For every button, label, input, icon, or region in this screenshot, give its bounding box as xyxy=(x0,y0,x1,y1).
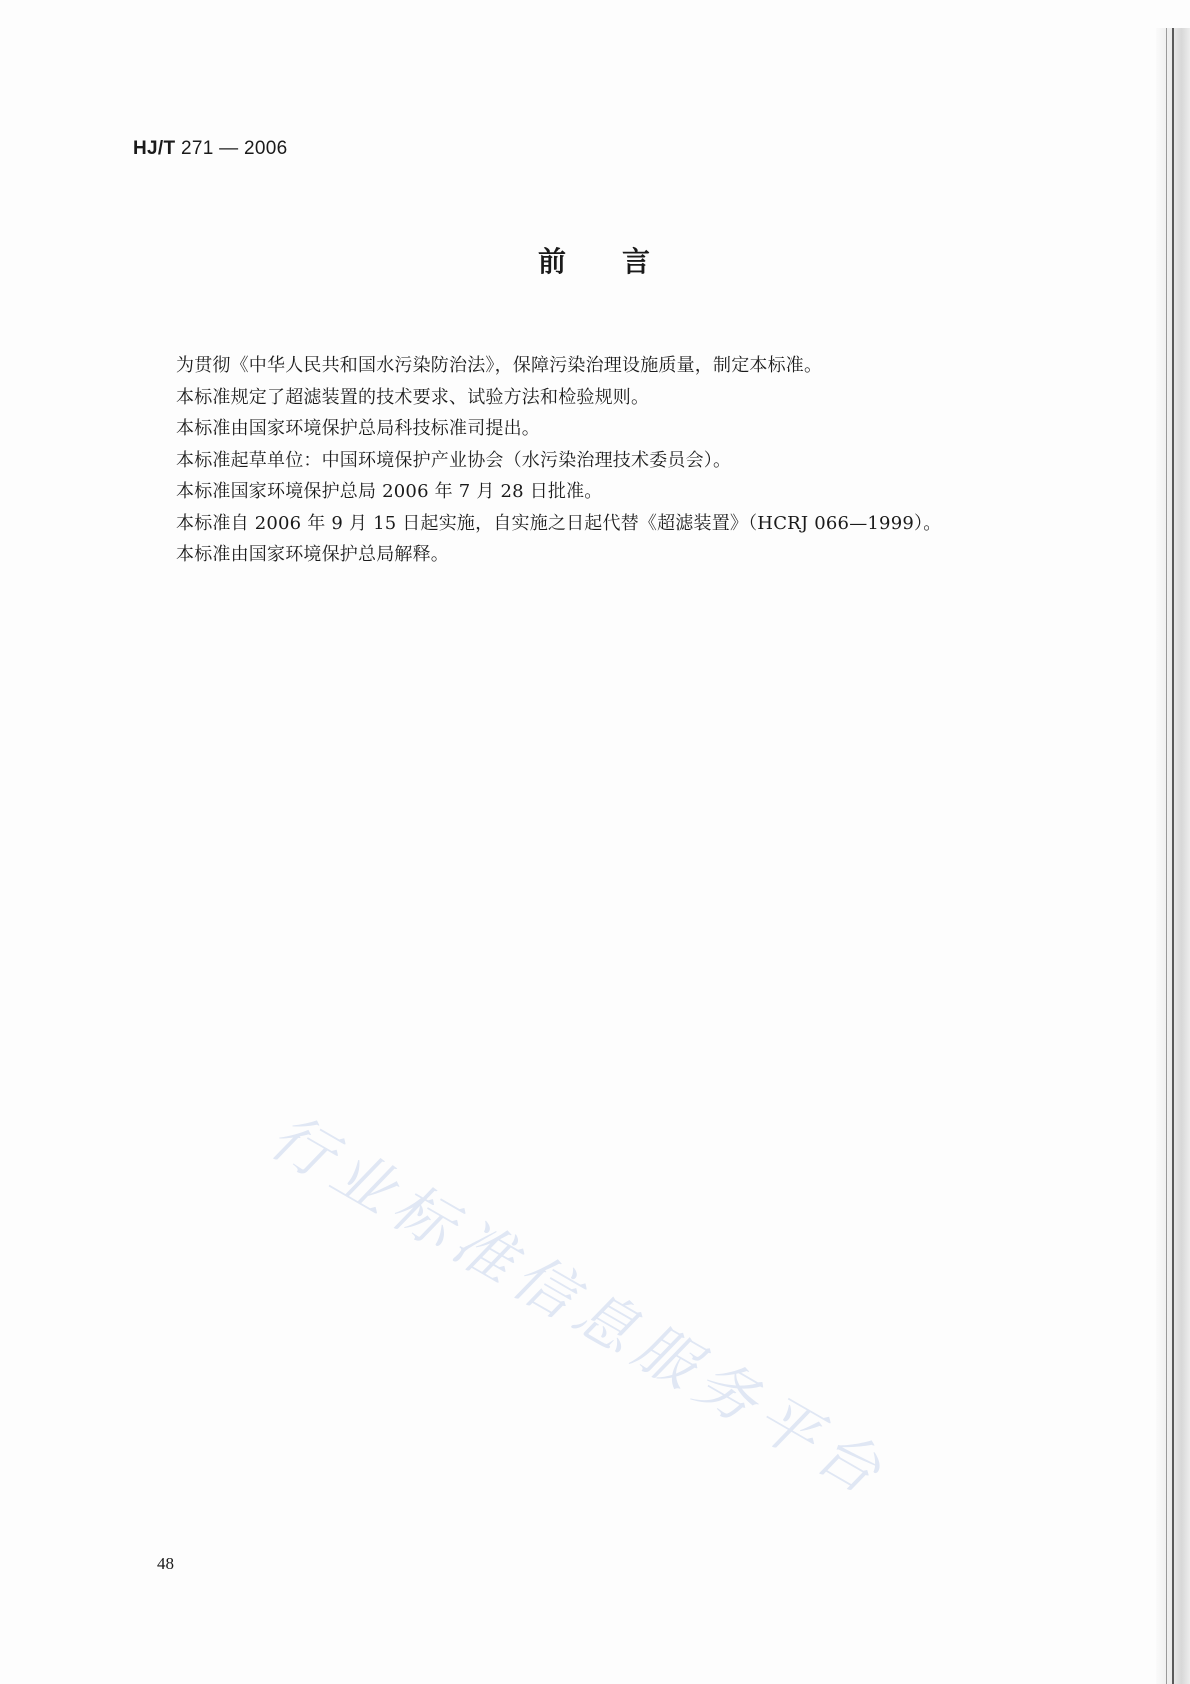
section-title-char-1: 前 xyxy=(537,245,568,278)
standard-code xyxy=(133,138,287,160)
section-title xyxy=(0,240,1190,280)
scan-edge-line xyxy=(1172,28,1174,1684)
paragraph: 本标准规定了超滤装置的技术要求、试验方法和检验规则。 xyxy=(176,386,650,408)
section-title-char-2: 言 xyxy=(622,245,653,278)
scan-edge-line xyxy=(1166,28,1167,1684)
paragraph: 本标准由国家环境保护总局科技标准司提出。 xyxy=(176,418,540,439)
paragraph: 为贯彻《中华人民共和国水污染防治法》，保障污染治理设施质量，制定本标准。 xyxy=(176,355,823,376)
paragraph: 本标准国家环境保护总局 2006 年 7 月 28 日批准。 xyxy=(176,481,603,502)
standard-code-prefix: HJ/T xyxy=(133,138,176,159)
paragraph: 本标准起草单位：中国环境保护产业协会（水污染治理技术委员会）。 xyxy=(176,449,732,471)
paragraph: 本标准由国家环境保护总局解释。 xyxy=(176,544,449,565)
standard-code-number: 271 — 2006 xyxy=(175,138,288,159)
paragraph: 本标准自 2006 年 9 月 15 日起实施，自实施之日起代替《超滤装置》（HCRJ 066—1999）。 xyxy=(176,512,942,534)
watermark: 行业标准信息服务平台 xyxy=(258,1101,900,1512)
foreword-body xyxy=(176,350,1036,571)
page-number: 48 xyxy=(157,1554,174,1573)
